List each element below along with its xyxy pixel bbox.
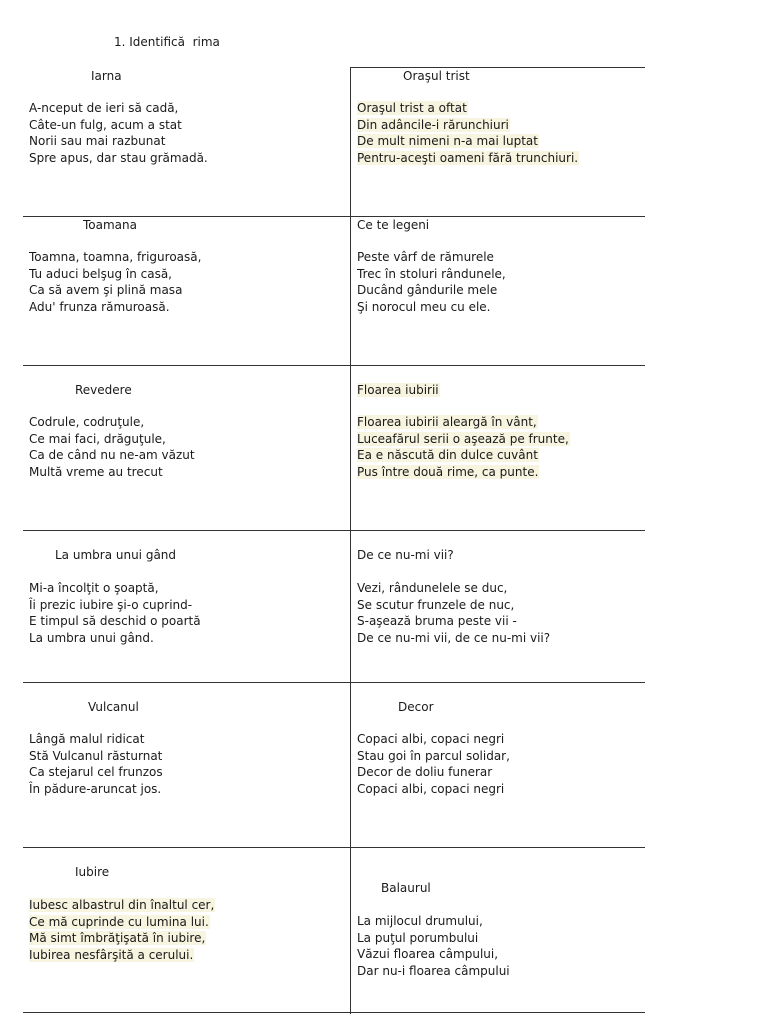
- poem-line: Trec în stoluri rândunele,: [357, 266, 506, 281]
- poem-line: Vezi, rândunelele se duc,: [357, 581, 508, 595]
- poem-line: Ce mai faci, drăguţule,: [29, 431, 166, 446]
- poem-line: Codrule, codruţule,: [29, 415, 145, 429]
- poem-line: Mi-a încolţit o şoaptă,: [29, 581, 159, 595]
- poem-title: De ce nu-mi vii?: [357, 548, 454, 562]
- poem-line: La mijlocul drumului,: [357, 914, 483, 928]
- poem-title: Iarna: [91, 69, 122, 83]
- poem-title: Floarea iubirii: [357, 383, 439, 397]
- poem-line: Copaci albi, copaci negri: [357, 732, 505, 746]
- poem-title: Iubire: [75, 865, 110, 879]
- poem-body: [357, 580, 550, 646]
- poem-title: Decor: [398, 700, 434, 714]
- poem-line: În pădure-aruncat jos.: [29, 781, 162, 796]
- poem-line: Stă Vulcanul răsturnat: [29, 748, 163, 763]
- table-vertical-divider: [350, 68, 351, 1014]
- poem-line: Îi prezic iubire şi-o cuprind-: [29, 597, 193, 612]
- poem-title: La umbra unui gând: [55, 548, 177, 562]
- row-divider-5: [23, 682, 645, 683]
- poem-line: Câte-un fulg, acum a stat: [29, 117, 182, 132]
- poem-line: Pus între două rime, ca punte.: [357, 464, 539, 479]
- poem-line: Peste vârf de rămurele: [357, 250, 494, 264]
- poem-line: Iubesc albastrul din înaltul cer,: [29, 898, 215, 912]
- poem-line: Pentru-aceşti oameni fără trunchiuri.: [357, 150, 579, 165]
- row-divider-4: [23, 530, 645, 531]
- poem-body: [357, 100, 579, 166]
- poem-line: De ce nu-mi vii, de ce nu-mi vii?: [357, 630, 551, 645]
- poem-body: [29, 731, 163, 797]
- poem-line: E timpul să deschid o poartă: [29, 614, 201, 628]
- poem-line: Luceafărul serii o aşează pe frunte,: [357, 431, 569, 446]
- poem-title: Oraşul trist: [403, 69, 470, 83]
- poem-body: [29, 249, 201, 315]
- poem-line: Mă simt îmbrăţişată în iubire,: [29, 931, 206, 945]
- poem-title: Balaurul: [381, 881, 431, 895]
- poem-line: De mult nimeni n-a mai luptat: [357, 134, 538, 148]
- poem-line: Se scutur frunzele de nuc,: [357, 597, 515, 612]
- poem-body: [357, 913, 510, 979]
- document-title: 1. Identifică rima: [114, 35, 220, 49]
- poem-line: Ca de când nu ne-am văzut: [29, 448, 195, 462]
- poem-line: Ca să avem şi plină masa: [29, 283, 183, 297]
- poem-line: Norii sau mai razbunat: [29, 134, 166, 148]
- poem-line: S-aşează bruma peste vii -: [357, 614, 517, 628]
- poem-line: Multă vreme au trecut: [29, 464, 163, 479]
- poem-title: Ce te legeni: [357, 218, 430, 232]
- poem-body: [357, 249, 506, 315]
- poem-title: Vulcanul: [88, 700, 139, 714]
- poem-line: Toamna, toamna, friguroasă,: [29, 250, 202, 264]
- poem-line: Lângă malul ridicat: [29, 732, 145, 746]
- poem-line: La puţul porumbului: [357, 930, 479, 945]
- row-divider-3: [23, 365, 645, 366]
- poem-body: [29, 100, 208, 166]
- poem-line: Văzui floarea câmpului,: [357, 947, 499, 961]
- poem-line: Dar nu-i floarea câmpului: [357, 963, 510, 978]
- poem-line: Ducând gândurile mele: [357, 283, 498, 297]
- poem-line: Ce mă cuprinde cu lumina lui.: [29, 914, 209, 929]
- poem-line: A-nceput de ieri să cadă,: [29, 101, 179, 115]
- poem-body: [357, 414, 570, 480]
- poem-line: La umbra unui gând.: [29, 630, 154, 645]
- poem-line: Ca stejarul cel frunzos: [29, 765, 163, 779]
- poem-title: Revedere: [75, 383, 132, 397]
- poem-body: [357, 731, 510, 797]
- poem-title: Toamana: [83, 218, 137, 232]
- row-divider-1-right: [350, 67, 645, 68]
- poem-line: Din adâncile-i rărunchiuri: [357, 117, 509, 132]
- poem-line: Stau goi în parcul solidar,: [357, 748, 510, 763]
- poem-line: Ea e născută din dulce cuvânt: [357, 448, 538, 462]
- poem-line: Adu' frunza rămuroasă.: [29, 299, 170, 314]
- poem-line: Tu aduci belşug în casă,: [29, 266, 172, 281]
- poem-body: [29, 897, 215, 963]
- poem-line: Decor de doliu funerar: [357, 765, 493, 779]
- row-divider-6: [23, 847, 645, 848]
- row-divider-7: [23, 1012, 645, 1013]
- poem-line: Spre apus, dar stau grămadă.: [29, 150, 208, 165]
- poem-line: Şi norocul meu cu ele.: [357, 299, 491, 314]
- poem-line: Copaci albi, copaci negri: [357, 781, 505, 796]
- poem-line: Floarea iubirii aleargă în vânt,: [357, 415, 537, 429]
- poem-body: [29, 414, 195, 480]
- poem-body: [29, 580, 201, 646]
- poem-line: Iubirea nesfârşită a cerului.: [29, 947, 194, 962]
- poem-line: Oraşul trist a oftat: [357, 101, 467, 115]
